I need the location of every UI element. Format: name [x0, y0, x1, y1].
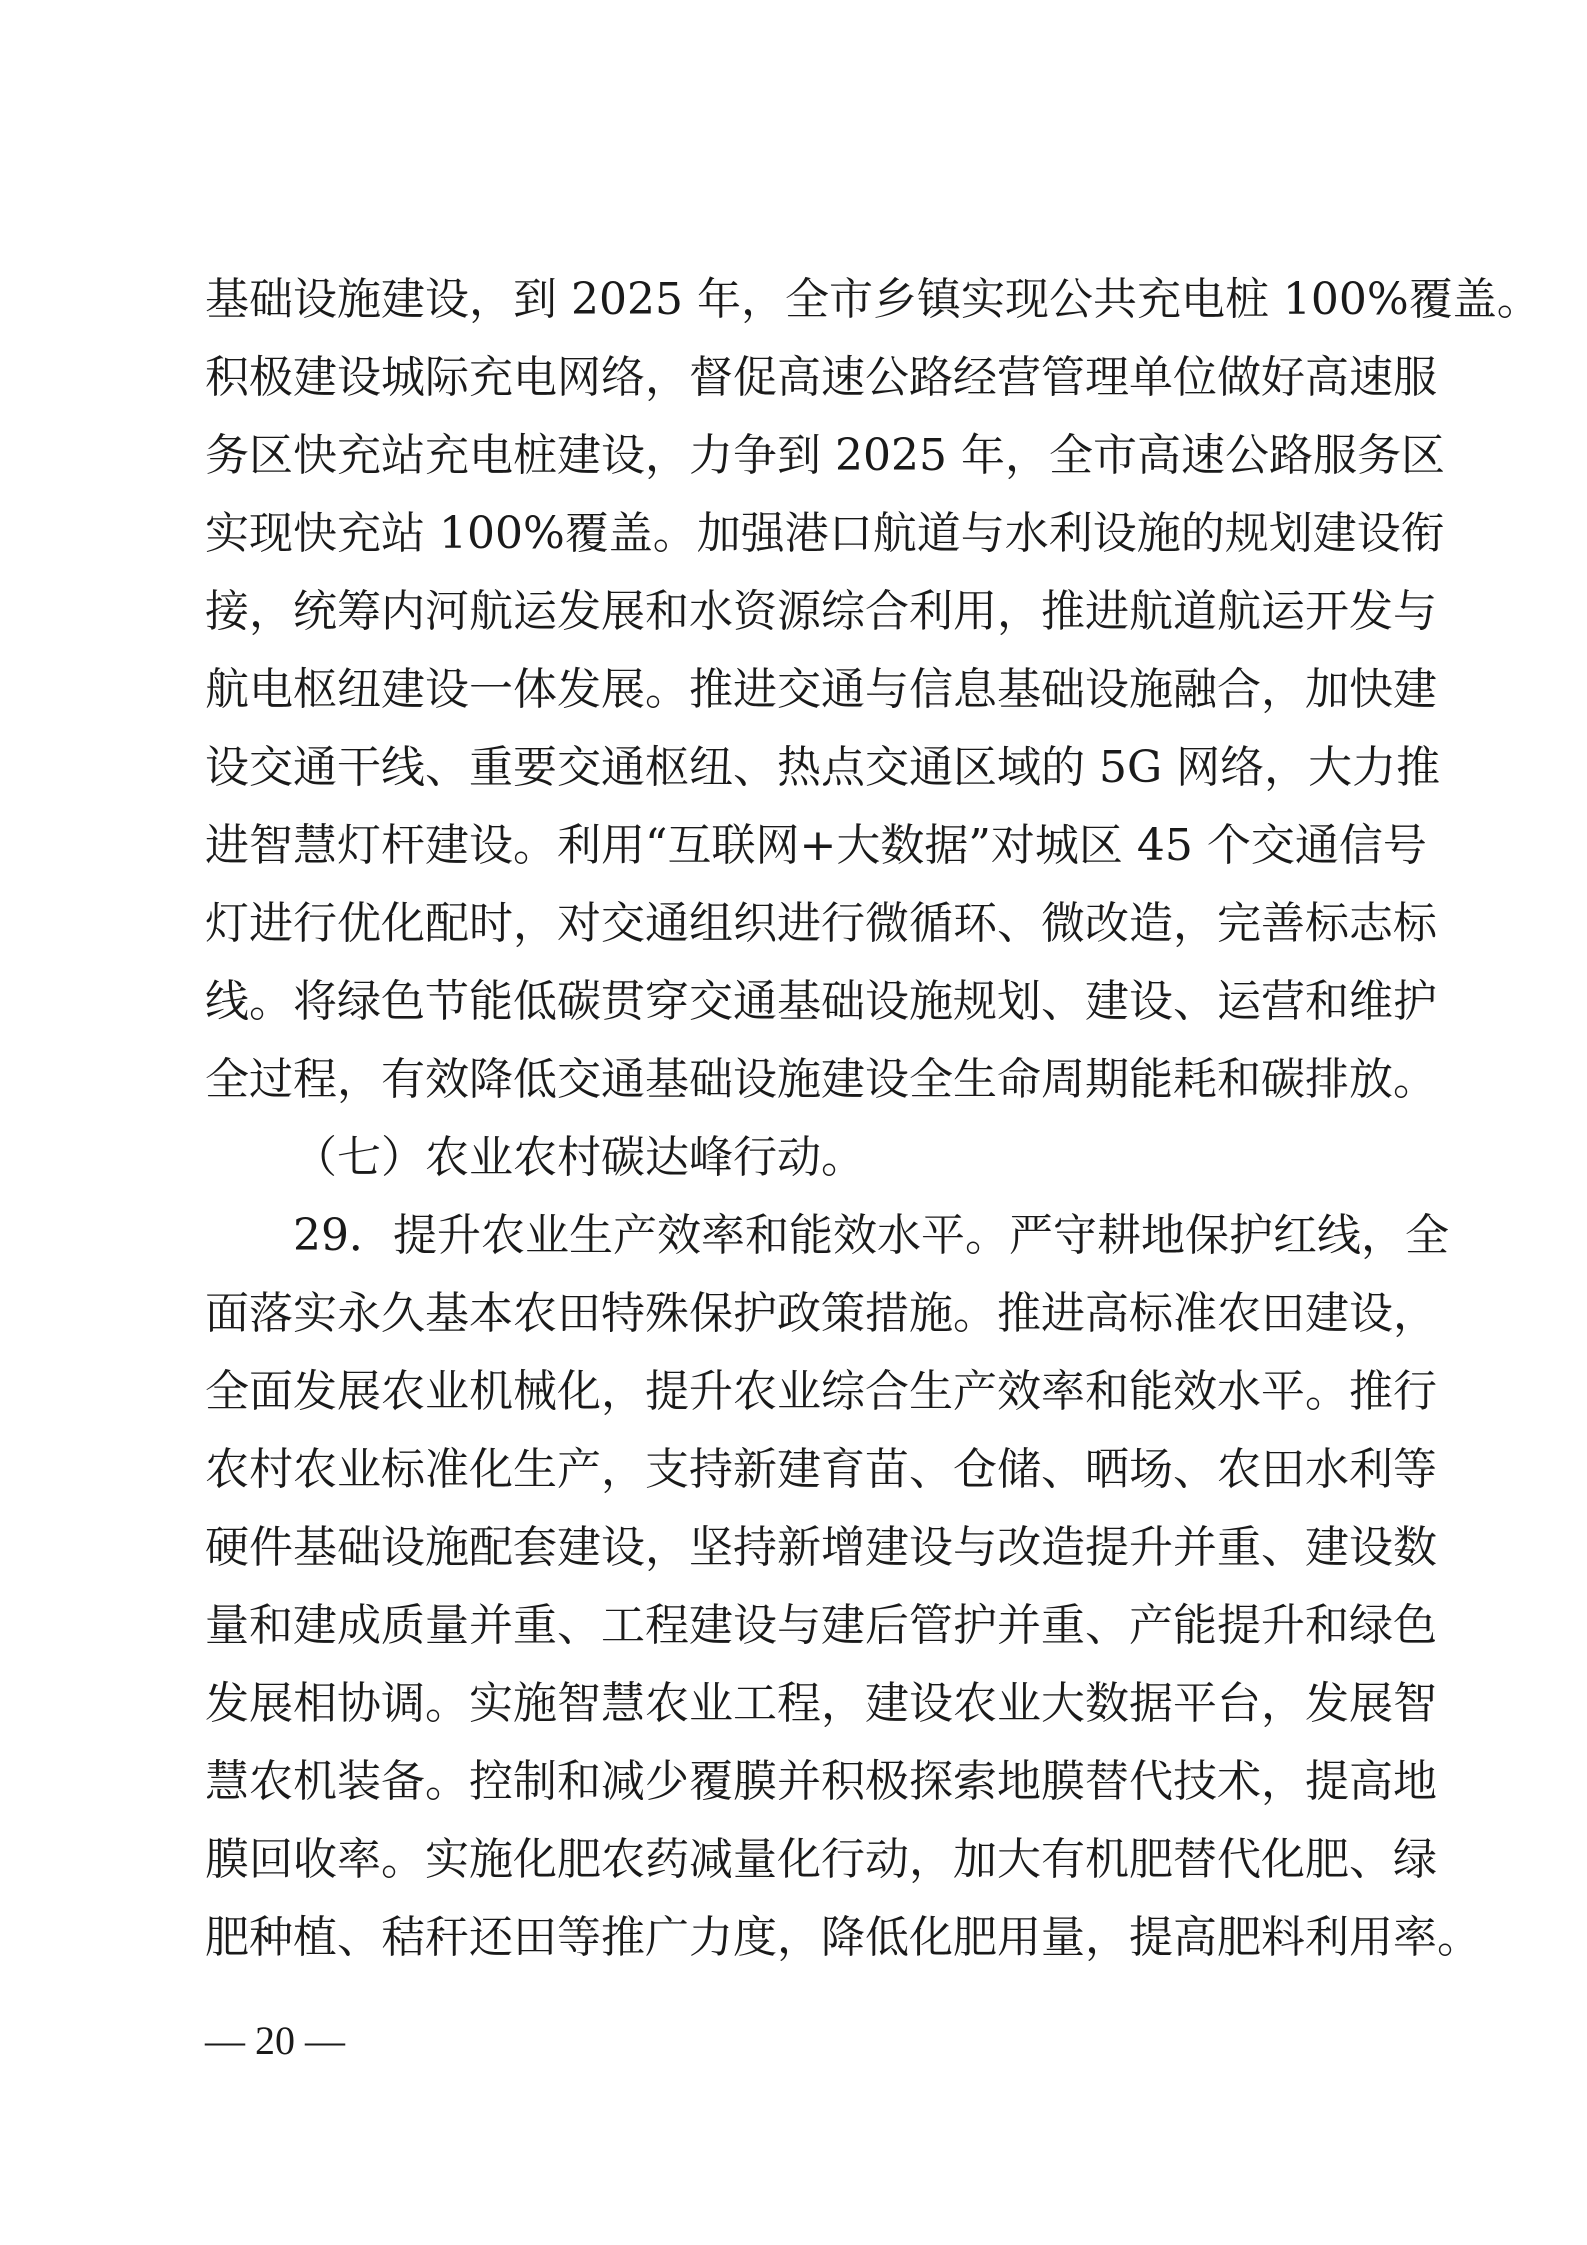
paragraph-2-line-10: 肥种植、秸秆还田等推广力度，降低化肥用量，提高肥料利用率。	[205, 1912, 1481, 1963]
paragraph-1-line-7: 设交通干线、重要交通枢纽、热点交通区域的 5G 网络，大力推	[205, 742, 1441, 793]
paragraph-1-line-3: 务区快充站充电桩建设，力争到 2025 年，全市高速公路服务区	[205, 430, 1445, 481]
paragraph-2-line-2: 面落实永久基本农田特殊保护政策措施。推进高标准农田建设，	[205, 1288, 1437, 1339]
paragraph-2-line-1: 29．提升农业生产效率和能效水平。严守耕地保护红线，全	[293, 1210, 1449, 1261]
paragraph-2-line-5: 硬件基础设施配套建设，坚持新增建设与改造提升并重、建设数	[205, 1522, 1437, 1573]
paragraph-1-line-9: 灯进行优化配时，对交通组织进行微循环、微改造，完善标志标	[205, 898, 1437, 949]
paragraph-1-line-5: 接，统筹内河航运发展和水资源综合利用，推进航道航运开发与	[205, 586, 1437, 637]
paragraph-1-line-2: 积极建设城际充电网络，督促高速公路经营管理单位做好高速服	[205, 352, 1437, 403]
paragraph-2-line-7: 发展相协调。实施智慧农业工程，建设农业大数据平台，发展智	[205, 1678, 1437, 1729]
paragraph-1-line-11: 全过程，有效降低交通基础设施建设全生命周期能耗和碳排放。	[205, 1054, 1437, 1105]
paragraph-1-line-4: 实现快充站 100%覆盖。加强港口航道与水利设施的规划建设衔	[205, 508, 1445, 559]
page-number: — 20 —	[205, 2018, 345, 2063]
paragraph-1-line-8: 进智慧灯杆建设。利用“互联网+大数据”对城区 45 个交通信号	[205, 820, 1427, 871]
paragraph-2-line-6: 量和建成质量并重、工程建设与建后管护并重、产能提升和绿色	[205, 1600, 1437, 1651]
paragraph-2-line-3: 全面发展农业机械化，提升农业综合生产效率和能效水平。推行	[205, 1366, 1437, 1417]
paragraph-1-line-6: 航电枢纽建设一体发展。推进交通与信息基础设施融合，加快建	[205, 664, 1437, 715]
paragraph-2-line-9: 膜回收率。实施化肥农药减量化行动，加大有机肥替代化肥、绿	[205, 1834, 1437, 1885]
paragraph-2-line-8: 慧农机装备。控制和减少覆膜并积极探索地膜替代技术，提高地	[205, 1756, 1437, 1807]
paragraph-2-line-4: 农村农业标准化生产，支持新建育苗、仓储、晒场、农田水利等	[205, 1444, 1437, 1495]
paragraph-1-line-10: 线。将绿色节能低碳贯穿交通基础设施规划、建设、运营和维护	[205, 976, 1437, 1027]
paragraph-1-line-1: 基础设施建设，到 2025 年，全市乡镇实现公共充电桩 100%覆盖。	[205, 274, 1541, 325]
section-heading: （七）农业农村碳达峰行动。	[293, 1132, 865, 1183]
